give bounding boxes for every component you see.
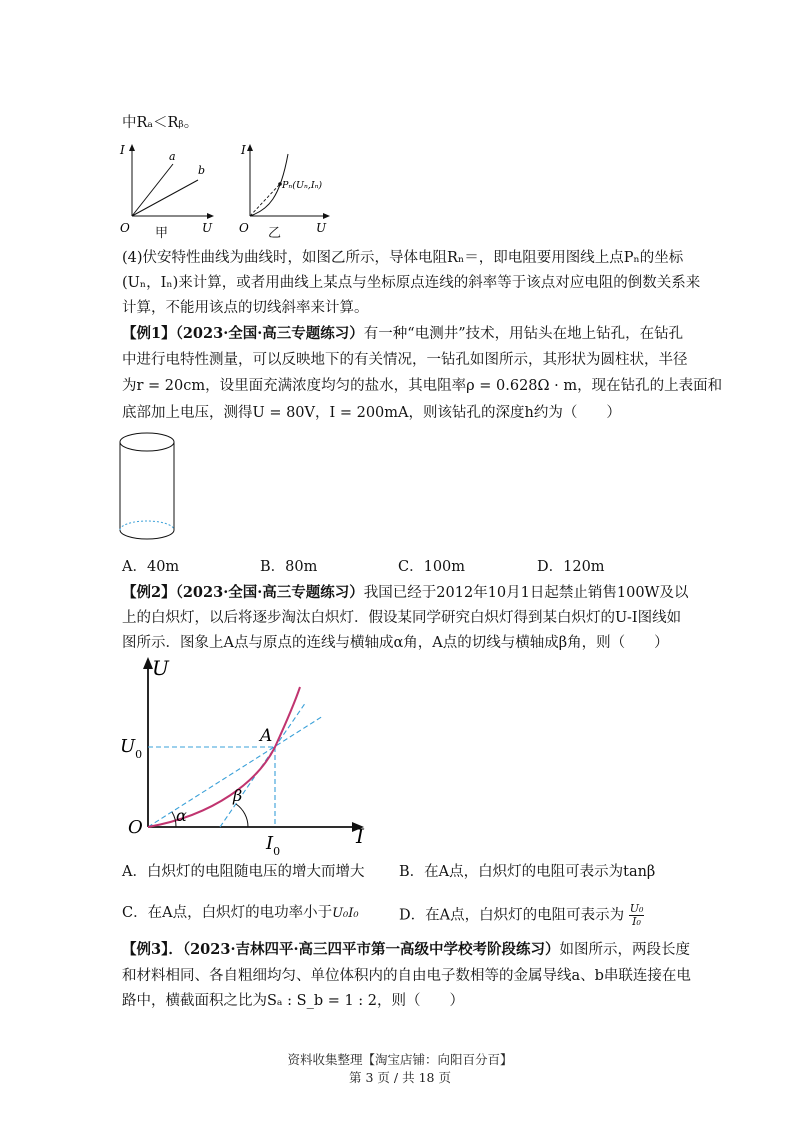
jia-line-b xyxy=(132,180,198,216)
option-d-text: D．在A点，白炽灯的电阻可表示为 xyxy=(399,907,625,924)
cylinder-top xyxy=(120,433,174,451)
jia-a-label: a xyxy=(169,150,176,163)
jia-origin: O xyxy=(120,221,130,235)
yi-point-label: Pₙ(Uₙ,Iₙ) xyxy=(282,180,323,191)
example1-option-a: A．40m xyxy=(122,559,180,575)
example2-line-3: 图所示．图象上A点与原点的连线与横轴成α角，A点的切线与横轴成β角，则（ ） xyxy=(122,635,669,651)
text-fragment: 中Rₐ＜Rᵦ。 xyxy=(122,115,199,131)
example1-line-3: 为r = 20cm，设里面充满浓度均匀的盐水，其电阻率ρ = 0.628Ω · m，现在钻孔的上表面和 xyxy=(122,378,723,394)
figure-yi xyxy=(236,140,346,240)
alpha-label: α xyxy=(176,806,187,825)
cylinder-figure xyxy=(116,430,186,548)
example2-option-d xyxy=(399,903,644,928)
example2-source: （2023·全国·高三专题练习） xyxy=(175,584,364,601)
example1-source: （2023·全国·高三专题练习） xyxy=(175,325,364,342)
example3-tag: 【例3】． xyxy=(122,941,183,958)
fraction-numerator: U₀ xyxy=(629,902,644,915)
yi-x-label: U xyxy=(316,221,327,235)
yi-x-arrow xyxy=(323,213,330,219)
yi-y-arrow xyxy=(247,144,253,151)
example2-first-line xyxy=(122,583,688,603)
footer-page-number: 第 3 页 / 共 18 页 xyxy=(349,1070,451,1085)
yi-dashed-line xyxy=(250,184,280,216)
jia-x-label: U xyxy=(202,221,213,235)
u0-label: $U_0$ xyxy=(120,736,143,761)
yi-caption: 乙 xyxy=(268,226,282,241)
chart-origin: O xyxy=(128,817,143,838)
example1-line-4: 底部加上电压，测得U = 80V，I = 200mA，则该钻孔的深度h约为（ ） xyxy=(122,405,621,421)
jia-x-arrow xyxy=(207,213,214,219)
chart-x-label: I xyxy=(356,824,364,848)
ui-chart xyxy=(110,655,380,855)
example1-line-1: 有一种“电测井”技术，用钻头在地上钻孔，在钻孔 xyxy=(363,326,684,342)
para4-line-2: (Uₙ，Iₙ)来计算，或者用曲线上某点与坐标原点连线的斜率等于该点对应电阻的倒数关系来 xyxy=(122,275,701,291)
example3-first-line xyxy=(122,940,690,960)
option-d-fraction xyxy=(629,903,645,928)
beta-label: β xyxy=(233,786,243,805)
point-a-label: A xyxy=(260,726,273,746)
i0-label: $I_0$ xyxy=(266,833,281,855)
para4-line-3: 计算，不能用该点的切线斜率来计算。 xyxy=(122,300,369,316)
example3-line-2: 和材料相同、各自粗细均匀、单位体积内的自由电子数相等的金属导线a、b串联连接在电 xyxy=(122,968,691,984)
example2-line-1: 我国已经于2012年10月1日起禁止销售100W及以 xyxy=(363,585,689,601)
ui-curve xyxy=(148,687,300,827)
example2-option-c xyxy=(122,903,359,924)
example2-option-b: B．在A点，白炽灯的电阻可表示为tanβ xyxy=(399,864,656,880)
example1-first-line xyxy=(122,324,683,344)
jia-y-arrow xyxy=(129,144,135,151)
example3-line-3: 路中，横截面积之比为Sₐ : S_b = 1 : 2，则（ ） xyxy=(122,993,465,1009)
option-c-formula: U₀I₀ xyxy=(332,906,359,921)
fraction-denominator: I₀ xyxy=(632,915,641,928)
example1-tag: 【例1】 xyxy=(122,325,176,342)
cylinder-bottom-back xyxy=(120,521,174,530)
yi-y-label: I xyxy=(241,143,246,157)
example1-option-c: C．100m xyxy=(398,559,466,575)
jia-line-a xyxy=(132,164,173,216)
example2-option-a: A．白炽灯的电阻随电压的增大而增大 xyxy=(122,864,365,880)
example2-tag: 【例2】 xyxy=(122,584,176,601)
example2-line-2: 上的白炽灯，以后将逐步淘汰白炽灯．假设某同学研究白炽灯得到某白炽灯的U-I图线如 xyxy=(122,610,682,626)
chart-y-label: U xyxy=(152,656,169,680)
example1-option-b: B．80m xyxy=(260,559,318,575)
yi-origin: O xyxy=(239,221,249,235)
cylinder-bottom-front xyxy=(120,530,174,539)
jia-caption: 甲 xyxy=(155,226,169,241)
chord-line xyxy=(148,716,323,827)
jia-y-label: I xyxy=(120,143,125,157)
option-c-text: C．在A点，白炽灯的电功率小于 xyxy=(122,905,333,921)
jia-b-label: b xyxy=(198,164,206,177)
example1-option-d: D．120m xyxy=(537,559,605,575)
footer-source: 资料收集整理【淘宝店铺：向阳百分百】 xyxy=(287,1052,513,1067)
example3-line-1: 如图所示，两段长度 xyxy=(559,942,691,958)
beta-arc xyxy=(236,804,248,827)
para4-line-1: (4)伏安特性曲线为曲线时，如图乙所示，导体电阻Rₙ＝，即电阻要用图线上点Pₙ的坐标 xyxy=(122,250,684,266)
example3-source: （2023·吉林四平·高三四平市第一高级中学校考阶段练习） xyxy=(182,941,560,958)
example1-line-2: 中进行电特性测量，可以反映地下的有关情况，一钻孔如图所示，其形状为圆柱状，半径 xyxy=(122,352,688,368)
